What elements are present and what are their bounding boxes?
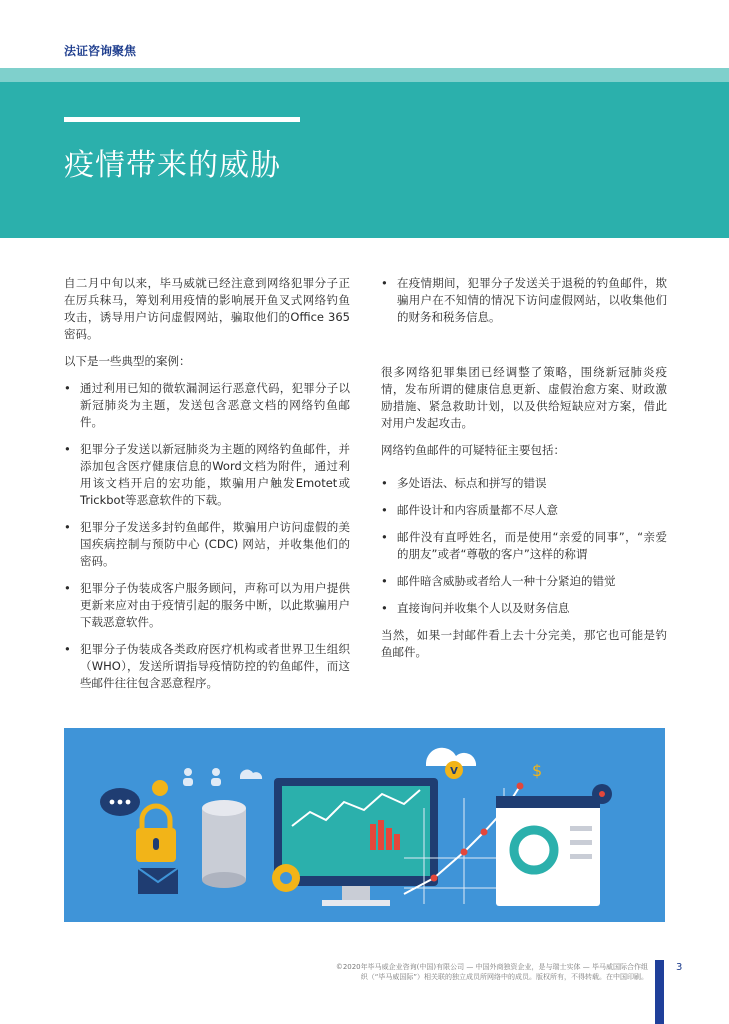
list-item: • 多处语法、标点和拼写的错误 (381, 476, 547, 490)
case-list (64, 380, 350, 692)
bullet-icon: • (381, 530, 388, 544)
closing-paragraph: 当然，如果一封邮件看上去十分完美，那它也可能是钓鱼邮件。 (381, 628, 667, 659)
page-number: 3 (676, 962, 683, 973)
bullet-icon: • (64, 442, 71, 456)
envelope-icon (138, 868, 178, 894)
title-rule (64, 117, 300, 122)
page-accent-bar (655, 960, 664, 1024)
list-item: • 犯罪分子伪装成各类政府医疗机构或者世界卫生组织（WHO），发送所谓指导疫情防控的钓鱼邮件，而这些邮件往往包含恶意程序。 (64, 642, 350, 690)
right-column (381, 275, 667, 671)
bullet-icon: • (64, 381, 71, 395)
monitor-icon (274, 778, 438, 906)
top-list (381, 275, 667, 326)
gear-icon (272, 864, 300, 892)
bullet-icon: • (381, 476, 388, 490)
list-item: • 在疫情期间，犯罪分子发送关于退税的钓鱼邮件，欺骗用户在不知情的情况下访问虚假网站，以收集他们的财务和税务信息。 (381, 276, 667, 324)
features-lead: 网络钓鱼邮件的可疑特征主要包括： (381, 443, 565, 457)
database-icon (202, 800, 246, 888)
section-label: 法证咨询聚焦 (64, 44, 137, 58)
svg-text:V: V (450, 766, 458, 777)
strategy-paragraph: 很多网络犯罪集团已经调整了策略，围绕新冠肺炎疫情，发布所谓的健康信息更新、虚假治愈方案、财政激励措施、紧急救助计划，以及供给短缺应对方案，借此对用户发起攻击。 (381, 365, 667, 430)
cloud-icon (240, 770, 262, 779)
bullet-icon: • (64, 642, 71, 656)
list-item: • 犯罪分子发送多封钓鱼邮件，欺骗用户访问虚假的美国疾病控制与预防中心 (CDC) 网站，并收集他们的密码。 (64, 520, 350, 568)
footer-legal: ©2020年毕马威企业咨询(中国)有限公司 — 中国外商独资企业，是与瑞士实体 — 毕马威国际合作组织（“毕马威国际”）相关联的独立成员所网络中的成员。版权所有，不得转载。在中国印刷。 (335, 963, 648, 981)
browser-window-icon (496, 796, 600, 906)
chat-bubble-icon (100, 788, 140, 816)
left-column (64, 275, 350, 702)
coin-icon (152, 780, 168, 796)
illustration (64, 728, 665, 922)
header-band-light (0, 68, 729, 82)
intro-paragraph: 自二月中旬以来，毕马威就已经注意到网络犯罪分子正在厉兵秣马，筹划利用疫情的影响展开鱼叉式网络钓鱼攻击，诱导用户访问虚假网站，骗取他们的Office 365密码。 (64, 276, 350, 341)
bullet-icon: • (381, 601, 388, 615)
feature-list (381, 475, 667, 617)
user-icons (183, 768, 221, 786)
v-badge-icon (445, 761, 463, 779)
page-title: 疫情带来的威胁 (64, 148, 281, 183)
bullet-icon: • (64, 520, 71, 534)
dollar-icon: $ (532, 761, 543, 780)
list-item: • 邮件设计和内容质量都不尽人意 (381, 503, 558, 517)
bullet-icon: • (381, 276, 388, 290)
list-item: • 邮件暗含威胁或者给人一种十分紧迫的错觉 (381, 574, 616, 588)
cases-lead: 以下是一些典型的案例： (64, 354, 191, 368)
illustration-svg (64, 728, 665, 922)
list-item: • 犯罪分子发送以新冠肺炎为主题的网络钓鱼邮件，并添加包含医疗健康信息的Word文档为附件，通过利用该文档开启的宏功能，欺骗用户触发Emotet或Trickbot等恶意软件的下载。 (64, 442, 350, 507)
list-item: • 直接询问并收集个人以及财务信息 (381, 601, 570, 615)
bullet-icon: • (381, 574, 388, 588)
list-item: • 通过利用已知的微软漏洞运行恶意代码，犯罪分子以新冠肺炎为主题，发送包含恶意文档的网络钓鱼邮件。 (64, 381, 350, 429)
bullet-icon: • (64, 581, 71, 595)
bullet-icon: • (381, 503, 388, 517)
list-item: • 犯罪分子伪装成客户服务顾问，声称可以为用户提供更新来应对由于疫情引起的服务中断，以此欺骗用户下载恶意软件。 (64, 581, 350, 629)
list-item: • 邮件没有直呼姓名，而是使用“亲爱的同事”，“亲爱的朋友”或者“尊敬的客户”这样的称谓 (381, 530, 667, 561)
lock-icon (136, 806, 176, 862)
